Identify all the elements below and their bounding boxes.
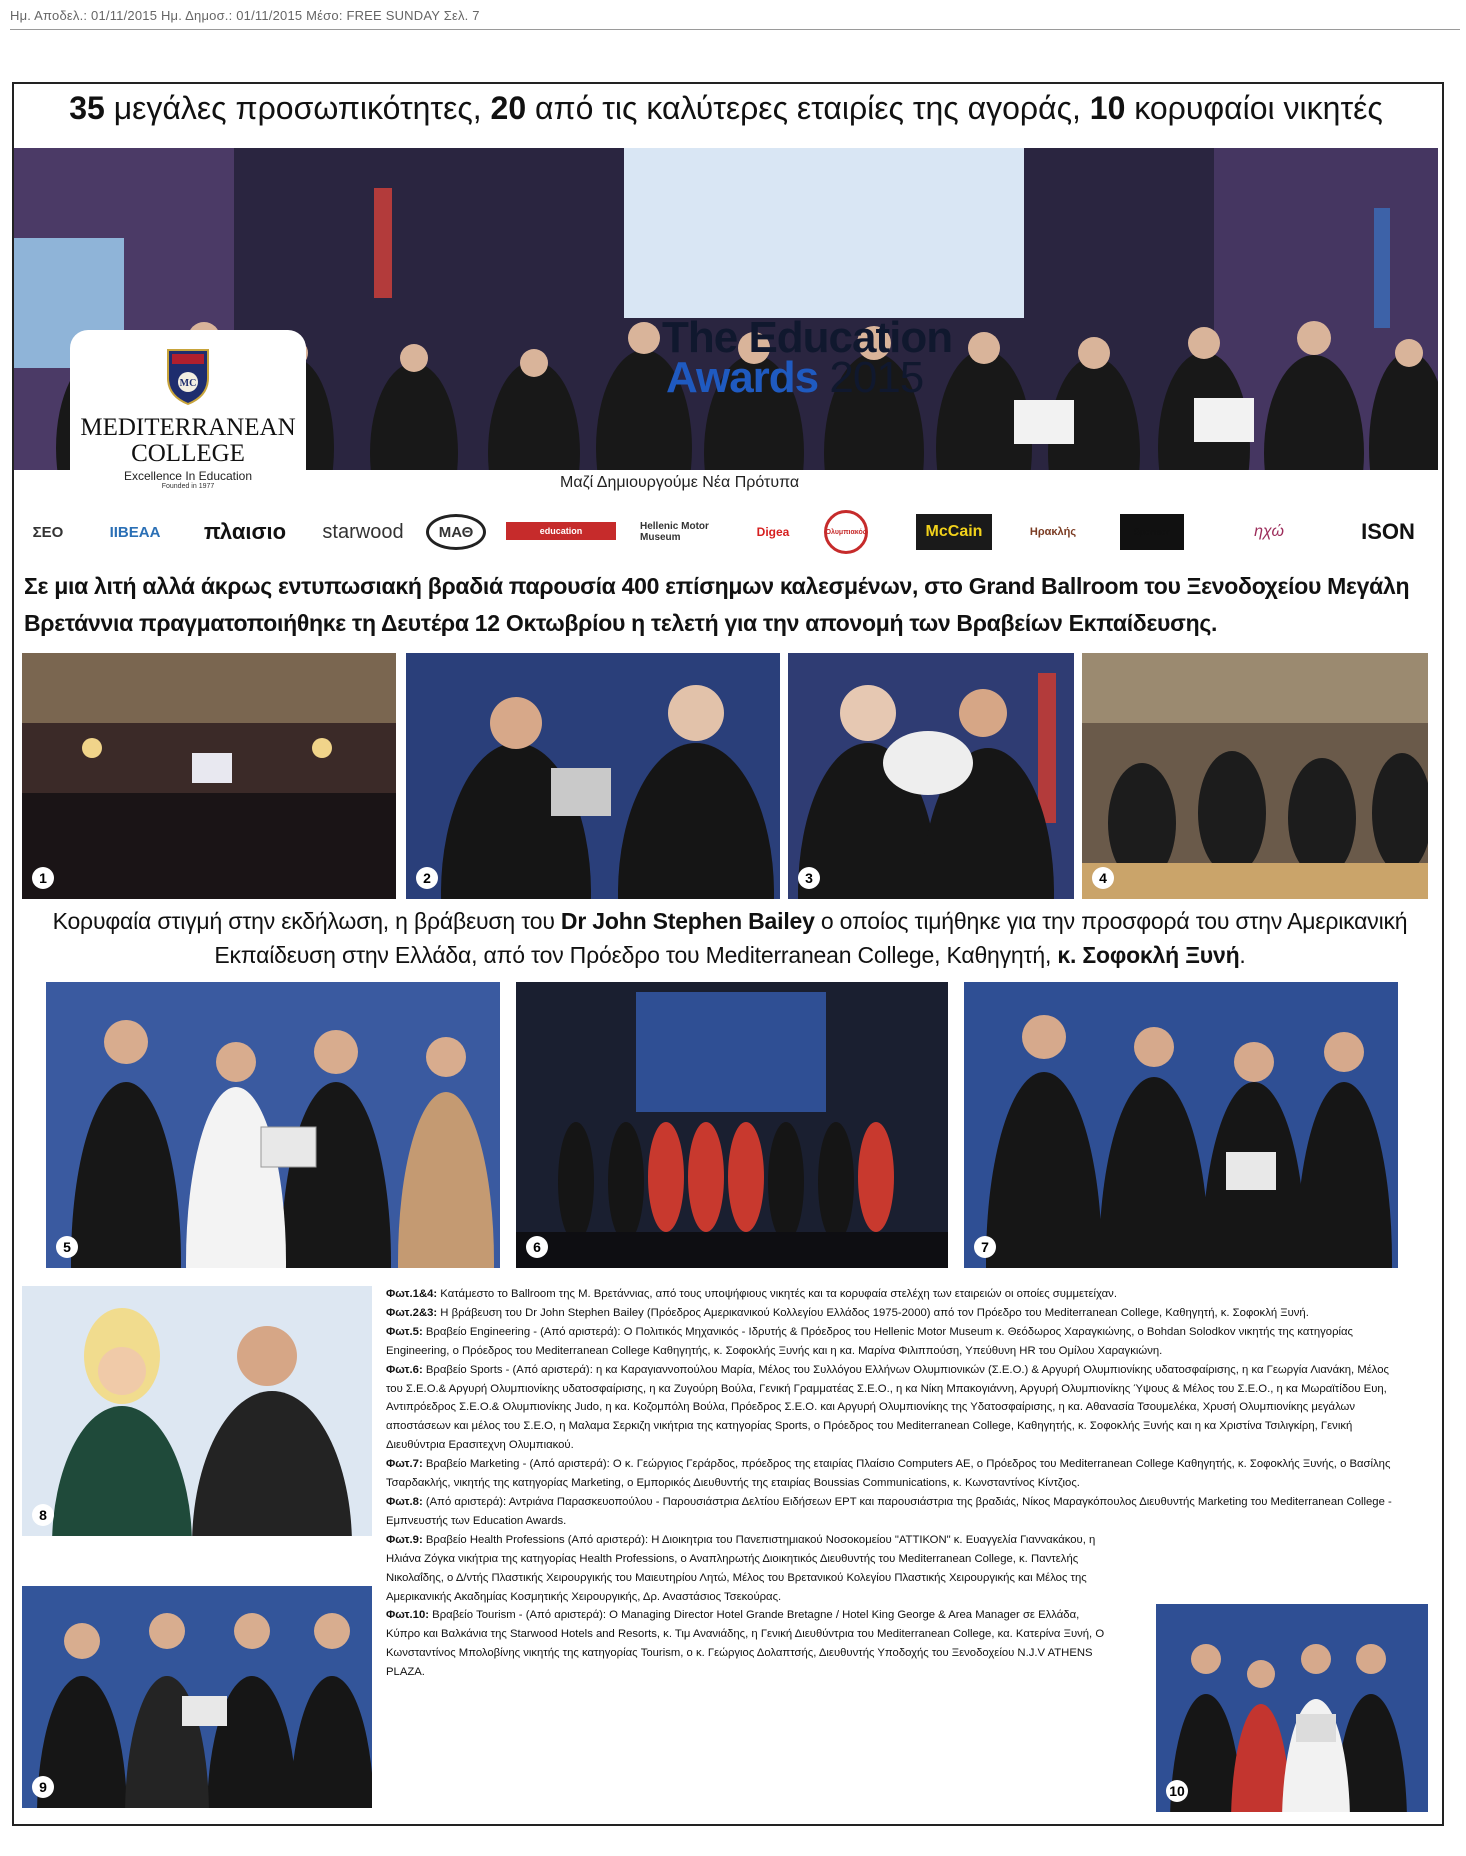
- subhead-honoree: Dr John Stephen Bailey: [560, 908, 815, 934]
- sponsor-logo: McCain: [916, 514, 992, 550]
- ballroom-scene: [22, 653, 396, 899]
- engineering-award-scene: [46, 982, 500, 1268]
- photo-3: [788, 653, 1074, 899]
- caption-label: Φωτ.9:: [386, 1533, 423, 1546]
- photo-number-badge: 2: [416, 867, 438, 889]
- college-name-line-1: MEDITERRANEAN: [80, 414, 296, 441]
- headline-num-1: 35: [69, 90, 105, 126]
- photo-number-badge: 9: [32, 1776, 54, 1798]
- bouquet-scene: [788, 653, 1074, 899]
- photo-number-badge: 6: [526, 1236, 548, 1258]
- sponsor-logo: ΣΕΟ: [32, 523, 64, 541]
- audience-scene: [1082, 653, 1428, 899]
- caption-item: [386, 1323, 1404, 1361]
- caption-text: Η βράβευση του Dr John Stephen Bailey (Πρόεδρος Αμερικανικού Κολλεγίου Ελλάδος 1975-2000) από τον Πρόεδρο του Mediterranean College, Καθηγητή, κ. Σοφοκλή Ξυνή.: [437, 1306, 1309, 1319]
- clipping-meta: Ημ. Αποδελ.: 01/11/2015 Ημ. Δημοσ.: 01/11/2015 Μέσο: FREE SUNDAY Σελ. 7: [10, 8, 480, 23]
- caption-text: Βραβείο Sports - (Από αριστερά): η κα Καραγιαννοπούλου Μαρία, Μέλος του Συλλόγου Ελλήνων Ολυμπιονικών (Σ.Ε.Ο.) & Αργυρή Ολυμπιονίκης υδατοσφαίρισης, η κα Γεωργία Λιανάκη, Μέλος του Σ.Ε.Ο.& Αργυρή Ολυμπιονίκης υδατοσφαίρισης, η κα Ζυγούρη Βούλα, Γενική Γραμματέας Σ.Ε.Ο., η κα Νίκη Μπακογιάννη, Αργυρή Ολυμπιονίκης Ύψους & Μέλος του Σ.Ε.Ο., η κα Μωραϊτίδου Ευη, Αντιπρόεδρος Σ.Ε.Ο.& Ολυμπιονίκης Judo, η κα. Κοζομπόλη Βούλα, Πρόεδρος Σ.Ε.Ο. και Αργυρή Ολυμπιονίκης της Υδατοσφαίρισης, η κα. Αθανασία Τσουμελέκα, Χρυσή Ολυμπιονίκης μεγάλων αποστάσεων και μέλος του Σ.Ε.Ο, η Μαλαμα Σερκιζη νικήτρια της κατηγορίας Sports, ο Πρόεδρος του Mediterranean College, Καθηγητής, κ. Σοφοκλής Ξυνής και η κα Χριστίνα Τσιλιγκίρη, Γενική Διευθύντρια Ερασιτεχνη Ολυμπιακού.: [386, 1363, 1389, 1452]
- presenters-scene: [22, 1286, 372, 1536]
- sponsor-strip: [18, 508, 1438, 556]
- headline-text-2: από τις καλύτερες εταιρίες της αγοράς,: [526, 90, 1090, 126]
- caption-item: [386, 1361, 1404, 1456]
- marketing-award-scene: [964, 982, 1398, 1268]
- sponsor-logo: ηχώ: [1254, 523, 1284, 540]
- photo-captions: [386, 1285, 1404, 1682]
- caption-text: Βραβείο Marketing - (Από αριστερά): Ο κ. Γεώργιος Γεράρδος, πρόεδρος της εταιρίας Πλαίσιο Computers AE, ο Πρόεδρος του Mediterranean College Καθηγητής, κ. Σοφοκλής Ξυνής, ο Βασίλης Τσαρδακλής, νικητής της κατηγορίας Marketing, ο Εμπορικός Διευθυντής της εταιρίας Boussias Communications, κ. Κωνσταντίνος Κίντζιος.: [386, 1458, 1391, 1490]
- caption-item: [386, 1304, 1404, 1323]
- college-crest-icon: [164, 344, 212, 406]
- caption-label: Φωτ.10:: [386, 1609, 430, 1622]
- caption-item: [386, 1455, 1404, 1493]
- photo-number-badge: 7: [974, 1236, 996, 1258]
- caption-item: [386, 1285, 1404, 1304]
- caption-text: (Από αριστερά): Αντριάνα Παρασκευοπούλου - Παρουσιάστρια Δελτίου Ειδήσεων ΕΡΤ και παρουσιάστρια της βραδιάς, Νίκος Μαραγκόπουλος Διευθυντής Marketing του Mediterranean College - Εμπνευστής των Education Awards.: [386, 1495, 1392, 1527]
- subhead-part-3: .: [1239, 942, 1246, 968]
- subhead-president: κ. Σοφοκλή Ξυνή: [1057, 942, 1240, 968]
- headline-num-2: 20: [490, 90, 527, 126]
- sports-award-scene: [516, 982, 948, 1268]
- photo-9: [22, 1586, 372, 1808]
- college-logo-card: [70, 330, 306, 490]
- caption-label: Φωτ.1&4:: [386, 1288, 438, 1300]
- crest-letters: MC: [179, 378, 197, 389]
- sponsor-logo: Sponsor: [1120, 514, 1184, 550]
- sponsor-logo: starwood: [322, 520, 404, 543]
- photo-number-badge: 5: [56, 1236, 78, 1258]
- caption-text: Βραβείο Health Professions (Από αριστερά): Η Διοικητρια του Πανεπιστημιακού Νοσοκομείου "ΑΤΤΙΚΟΝ" κ. Ευαγγελία Γιαννακάκου, η Ηλιάνα Ζόγκα νικήτρια της κατηγορίας Health Professions, ο Αναπληρωτής Διοικητικός Διευθυντής του Mediterranean College, κ. Παντελής Νικολαΐδης, ο Δ/ντής Πλαστικής Χειρουργικής του Μαιευτηρίου Λητώ, Μέλος του Βρετανικού Κολεγίου Πλαστικής Χειρουργικής και Μέλος της Αμερικανικής Ακαδημίας Κοσμητικής Χειρουργικής, Δρ. Αναστάσιος Τσεκούρας.: [386, 1533, 1096, 1603]
- awards-year: 2015: [829, 353, 924, 402]
- awards-subtitle: [666, 353, 923, 403]
- caption-label: Φωτ.7:: [386, 1458, 423, 1471]
- photo-5: [46, 982, 500, 1268]
- sponsor-logo: ISON: [1361, 519, 1415, 544]
- caption-item: [386, 1531, 1116, 1607]
- photo-1: [22, 653, 396, 899]
- sponsor-logo: Ηρακλής: [1029, 526, 1077, 538]
- photo-number-badge: 1: [32, 867, 54, 889]
- college-tagline: Excellence In Education: [123, 469, 253, 483]
- photo-number-badge: 10: [1166, 1780, 1188, 1802]
- caption-text: Κατάμεστο το Ballroom της Μ. Βρετάννιας, από τους υποψήφιους νικητές και τα κορυφαία στελέχη των εταιρειών οι οποίες συμμετείχαν.: [437, 1288, 1117, 1300]
- lead-paragraph: Σε μια λιτή αλλά άκρως εντυπωσιακή βραδιά παρουσία 400 επίσημων καλεσμένων, στο Grand Ballroom του Ξενοδοχείου Μεγάλη Βρετάννια πραγματοποιήθηκε τη Δευτέρα 12 Οκτωβρίου η τελετή για την απονομή των Βραβείων Εκπαίδευσης.: [24, 573, 1410, 636]
- header-divider: [10, 29, 1460, 30]
- photo-number-badge: 4: [1092, 867, 1114, 889]
- bailey-award-scene: [406, 653, 780, 899]
- slogan: Μαζί Δημιουργούμε Νέα Πρότυπα: [560, 474, 800, 491]
- caption-label: Φωτ.5:: [386, 1325, 423, 1338]
- headline-text-1: μεγάλες προσωπικότητες,: [104, 90, 491, 126]
- health-award-scene: [22, 1586, 372, 1808]
- caption-text: Βραβείο Engineering - (Από αριστερά): Ο Πολιτικός Μηχανικός - Ιδρυτής & Πρόεδρος του Hellenic Motor Museum κ. Θεόδωρος Χαραγκιώνης, ο Bohdan Solodkov νικητής της κατηγορίας Engineering, ο Πρόεδρος του Mediterranean College Καθηγητής, κ. Σοφοκλής Ξυνής και η κα. Μαρίνα Φιλιππούση, Υπεύθυνη HR του Ομίλου Χαραγκιώνη.: [386, 1325, 1354, 1357]
- caption-label: Φωτ.2&3:: [386, 1306, 438, 1319]
- caption-label: Φωτ.8:: [386, 1495, 423, 1508]
- subhead-part-1: Κορυφαία στιγμή στην εκδήλωση, η βράβευση του: [52, 908, 561, 934]
- photo-7: [964, 982, 1398, 1268]
- headline-num-3: 10: [1089, 90, 1126, 126]
- feature-subhead: [20, 904, 1440, 972]
- sponsor-logo: Hellenic Motor Museum: [640, 521, 709, 543]
- sponsor-logo: Digea: [756, 525, 790, 539]
- photo-2: [406, 653, 780, 899]
- photo-4: [1082, 653, 1428, 899]
- headline: [14, 90, 1438, 127]
- college-name-line-2: COLLEGE: [131, 440, 245, 467]
- awards-word: Awards: [666, 353, 819, 402]
- sponsor-logo: IIBEAA: [109, 523, 161, 541]
- awards-title: The Education: [662, 313, 953, 362]
- photo-8: [22, 1286, 372, 1536]
- sponsor-logo: education: [506, 522, 616, 540]
- caption-item: [386, 1493, 1404, 1531]
- photo-number-badge: 8: [32, 1504, 54, 1526]
- sponsor-logo: Ολυμπιακός: [824, 510, 868, 554]
- sponsor-logo: ΜΑΘ: [426, 514, 486, 550]
- photo-number-badge: 3: [798, 867, 820, 889]
- caption-label: Φωτ.6:: [386, 1363, 423, 1376]
- subhead-part-2: ο οποίος τιμήθηκε για την προσφορά του στην Αμερικανική Εκπαίδευση στην Ελλάδα, από τον Πρόεδρο του Mediterranean College, Καθηγητή,: [214, 908, 1408, 968]
- caption-text: Βραβείο Tourism - (Από αριστερά): Ο Managing Director Hotel Grande Bretagne / Hotel King George & Area Manager σε Ελλάδα, Κύπρο και Βαλκάνια της Starwood Hotels and Resorts, κ. Τιμ Ανανιάδης, η Γενική Διευθύντρια του Mediterranean College, κα. Κατερίνα Ξυνή, Ο Κωνσταντίνος Μπολοβίνης νικητής της κατηγορίας Tourism, ο κ. Γεώργιος Δολαπτσής, Διευθυντής Υποδοχής του Ξενοδοχείου N.J.V ATHENS PLAZA.: [386, 1609, 1105, 1679]
- photo-6: [516, 982, 948, 1268]
- caption-item: [386, 1606, 1116, 1682]
- headline-text-3: κορυφαίοι νικητές: [1125, 90, 1383, 126]
- sponsor-logo: πλαισιο: [203, 519, 287, 544]
- college-founded: Founded in 1977: [161, 483, 215, 490]
